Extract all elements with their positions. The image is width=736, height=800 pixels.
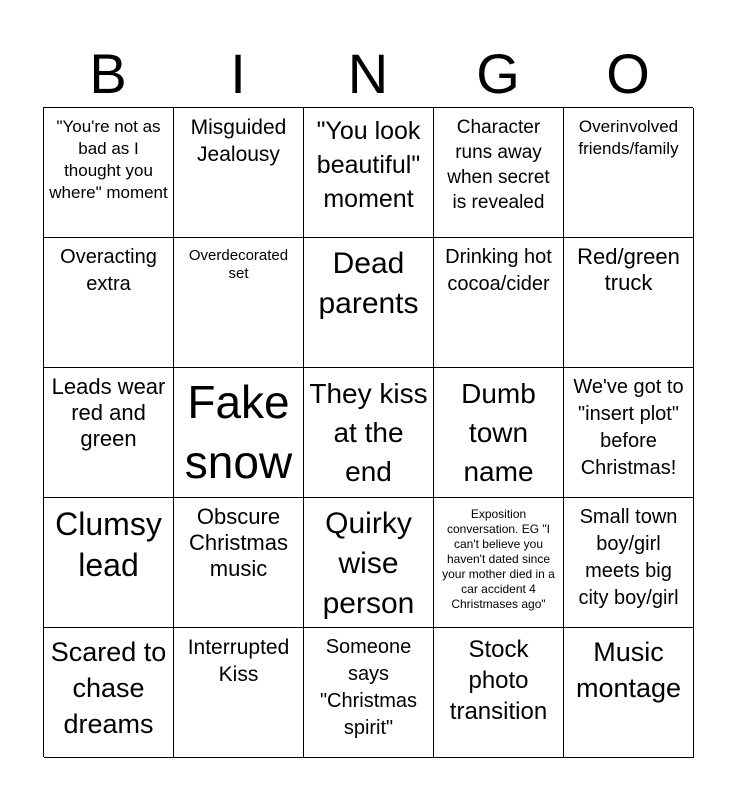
cell-text: Obscure Christmas music xyxy=(188,504,288,581)
cell-text: Dumb town name xyxy=(461,378,536,487)
cell-text: We've got to "insert plot" before Christmas! xyxy=(573,376,684,479)
bingo-cell[interactable] xyxy=(564,108,694,238)
bingo-cell[interactable] xyxy=(304,238,434,368)
cell-text: Quirky wise person xyxy=(322,507,415,620)
bingo-cell[interactable] xyxy=(564,238,694,368)
bingo-cell[interactable] xyxy=(174,108,304,238)
cell-text: Character runs away when secret is revealed xyxy=(447,117,550,213)
cell-text: Scared to chase dreams xyxy=(50,637,167,739)
cell-text: Overinvolved friends/family xyxy=(578,117,679,158)
bingo-cell[interactable] xyxy=(434,628,564,758)
header-letter-b: B xyxy=(89,42,127,105)
bingo-cell[interactable] xyxy=(304,498,434,628)
cell-text: Fake snow xyxy=(184,376,293,488)
cell-text: "You look beautiful" moment xyxy=(316,117,421,213)
bingo-cell[interactable] xyxy=(434,108,564,238)
bingo-cell[interactable] xyxy=(44,368,174,498)
bingo-cell[interactable] xyxy=(434,498,564,628)
bingo-cell[interactable] xyxy=(564,498,694,628)
cell-text: Someone says "Christmas spirit" xyxy=(319,636,418,739)
bingo-cell[interactable] xyxy=(304,628,434,758)
bingo-cell[interactable] xyxy=(174,628,304,758)
cell-text: Misguided Jealousy xyxy=(190,116,287,166)
cell-text: Interrupted Kiss xyxy=(187,636,290,686)
cell-text: Exposition conversation. EG "I can't believe you haven't dated since your mother died in a car accident 4 Christmases ago" xyxy=(442,507,555,611)
bingo-cell[interactable] xyxy=(564,628,694,758)
bingo-cell[interactable] xyxy=(434,238,564,368)
header-letter-i: I xyxy=(230,42,246,105)
cell-text: They kiss at the end xyxy=(309,378,428,487)
bingo-header xyxy=(43,40,693,108)
bingo-grid xyxy=(43,107,693,757)
header-letter-o: O xyxy=(606,42,650,105)
bingo-cell[interactable] xyxy=(434,368,564,498)
cell-text: Stock photo transition xyxy=(449,636,548,725)
bingo-cell[interactable] xyxy=(174,498,304,628)
cell-text: Clumsy lead xyxy=(55,506,162,583)
cell-text: "You're not as bad as I thought you where" moment xyxy=(49,117,168,202)
cell-text: Red/green truck xyxy=(577,244,680,295)
bingo-cell[interactable] xyxy=(174,368,304,498)
cell-text: Dead parents xyxy=(318,247,419,320)
cell-text: Music montage xyxy=(575,637,682,703)
cell-text: Small town boy/girl meets big city boy/girl xyxy=(578,506,679,609)
bingo-cell[interactable] xyxy=(304,108,434,238)
header-letter-n: N xyxy=(347,42,389,105)
cell-text: Overdecorated set xyxy=(188,247,289,282)
bingo-cell[interactable] xyxy=(44,628,174,758)
bingo-cell[interactable] xyxy=(44,498,174,628)
bingo-cell[interactable] xyxy=(304,368,434,498)
bingo-cell[interactable] xyxy=(564,368,694,498)
bingo-cell[interactable] xyxy=(44,108,174,238)
bingo-cell[interactable] xyxy=(174,238,304,368)
cell-text: Leads wear red and green xyxy=(51,374,166,451)
header-letter-g: G xyxy=(476,42,520,105)
bingo-cell[interactable] xyxy=(44,238,174,368)
cell-text: Overacting extra xyxy=(60,246,157,295)
cell-text: Drinking hot cocoa/cider xyxy=(445,246,552,295)
